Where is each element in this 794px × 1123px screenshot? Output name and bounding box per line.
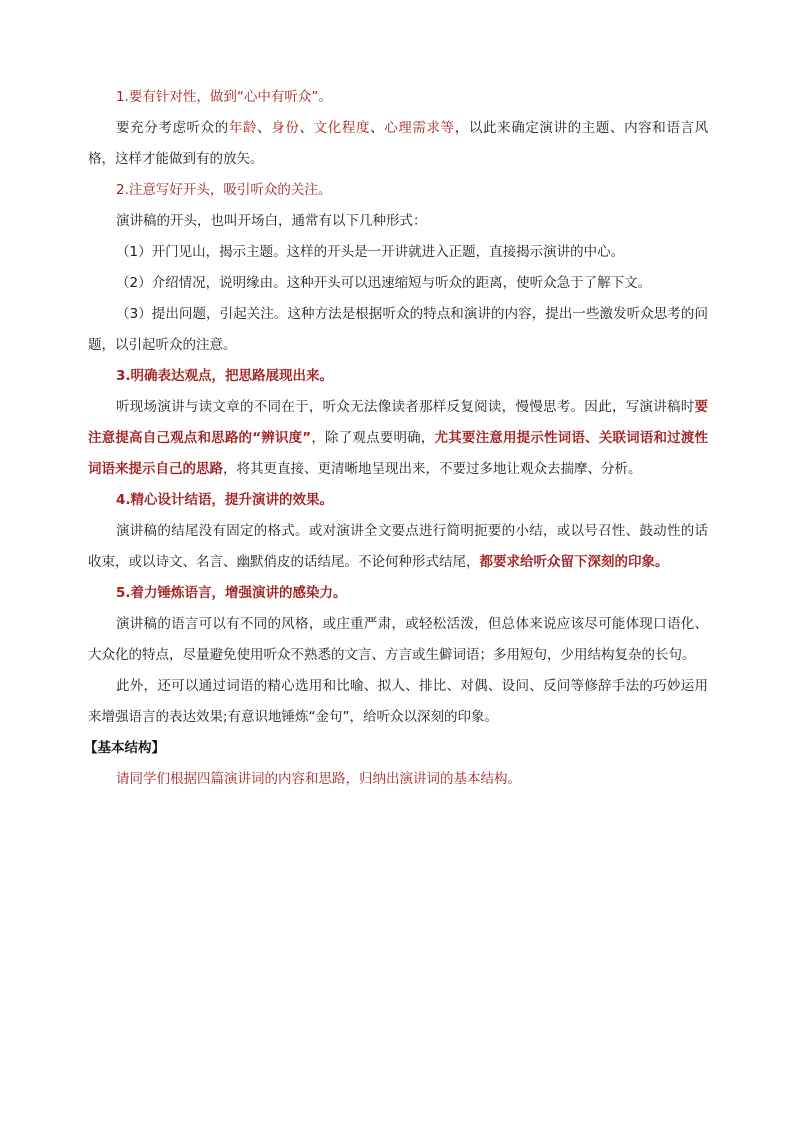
text-run: ，以此来确定演讲的主题、内容和语言风格，这样才能做到有的放矢。 — [88, 120, 709, 167]
point-5-paragraph: 演讲稿的语言可以有不同的风格，或庄重严肃，或轻松活泼，但总体来说应该尽可能体现口语化、大众化的特点，尽量避免使用听众不熟悉的文言、方言或生僻词语；多用短句，少用结构复杂的长句。 — [88, 616, 708, 663]
text-run: 、 — [299, 120, 314, 136]
text-run: 、 — [370, 120, 385, 136]
point-2-heading: 2.注意写好开头，吸引听众的关注。 — [116, 182, 332, 198]
point-3-heading: 3.明确表达观点，把思路展现出来。 — [116, 368, 334, 384]
point-3-paragraph — [88, 392, 708, 485]
point-1-heading: 1.要有针对性，做到“心中有听众”。 — [116, 89, 332, 105]
highlight-connectives: 尤其要注意用提示性词语、关联词语和过渡性词语来提示自己的思路 — [88, 430, 709, 477]
opening-intro-paragraph: 演讲稿的开头，也叫开场白，通常有以下几种形式： — [116, 213, 427, 229]
point-5-heading: 5.着力锤炼语言，增强演讲的感染力。 — [116, 585, 347, 601]
basic-structure-title: 【基本结构】 — [84, 740, 165, 756]
highlight-identity: 身份 — [271, 120, 300, 136]
text-run: 、 — [257, 120, 272, 136]
opening-type-2: （2）介绍情况，说明缘由。这种开头可以迅速缩短与听众的距离，使听众急于了解下文。 — [116, 275, 652, 291]
point-4-heading: 4.精心设计结语，提升演讲的效果。 — [116, 492, 334, 508]
highlight-impression: 都要求给听众留下深刻的印象。 — [479, 554, 669, 570]
point-1-paragraph — [88, 113, 708, 175]
highlight-age: 年龄 — [228, 120, 258, 136]
basic-structure-instruction: 请同学们根据四篇演讲词的内容和思路，归纳出演讲词的基本结构。 — [116, 771, 521, 787]
rhetoric-paragraph: 此外，还可以通过词语的精心选用和比喻、拟人、排比、对偶、设问、反问等修辞手法的巧妙运用来增强语言的表达效果;有意识地锤炼“金句”，给听众以深刻的印象。 — [88, 678, 708, 725]
point-4-paragraph — [88, 516, 708, 578]
text-run: 听现场演讲与读文章的不同在于，听众无法像读者那样反复阅读，慢慢思考。因此，写演讲稿时 — [116, 399, 695, 415]
text-run: ，除了观点要明确， — [311, 430, 435, 446]
text-run: 要充分考虑听众的 — [116, 120, 229, 136]
opening-type-1: （1）开门见山，揭示主题。这样的开头是一开讲就进入正题，直接揭示演讲的中心。 — [116, 244, 625, 260]
opening-type-3: （3）提出问题，引起关注。这种方法是根据听众的特点和演讲的内容，提出一些激发听众思考的问题，以引起听众的注意。 — [88, 306, 708, 353]
text-run: ，将其更直接、更清晰地呈现出来，不要过多地让观众去揣摩、分析。 — [223, 461, 642, 477]
text-run: 演讲稿的结尾没有固定的格式。或对演讲全文要点进行简明扼要的小结，或以号召性、鼓动性的话收束，或以诗文、名言、幽默俏皮的话结尾。不论何种形式结尾， — [88, 523, 708, 570]
highlight-psychology: 心理需求等 — [384, 120, 455, 136]
document-body — [84, 82, 709, 795]
highlight-education: 文化程度 — [313, 120, 371, 136]
highlight-recognizability: 要注意提高自己观点和思路的“辨识度” — [88, 399, 708, 446]
